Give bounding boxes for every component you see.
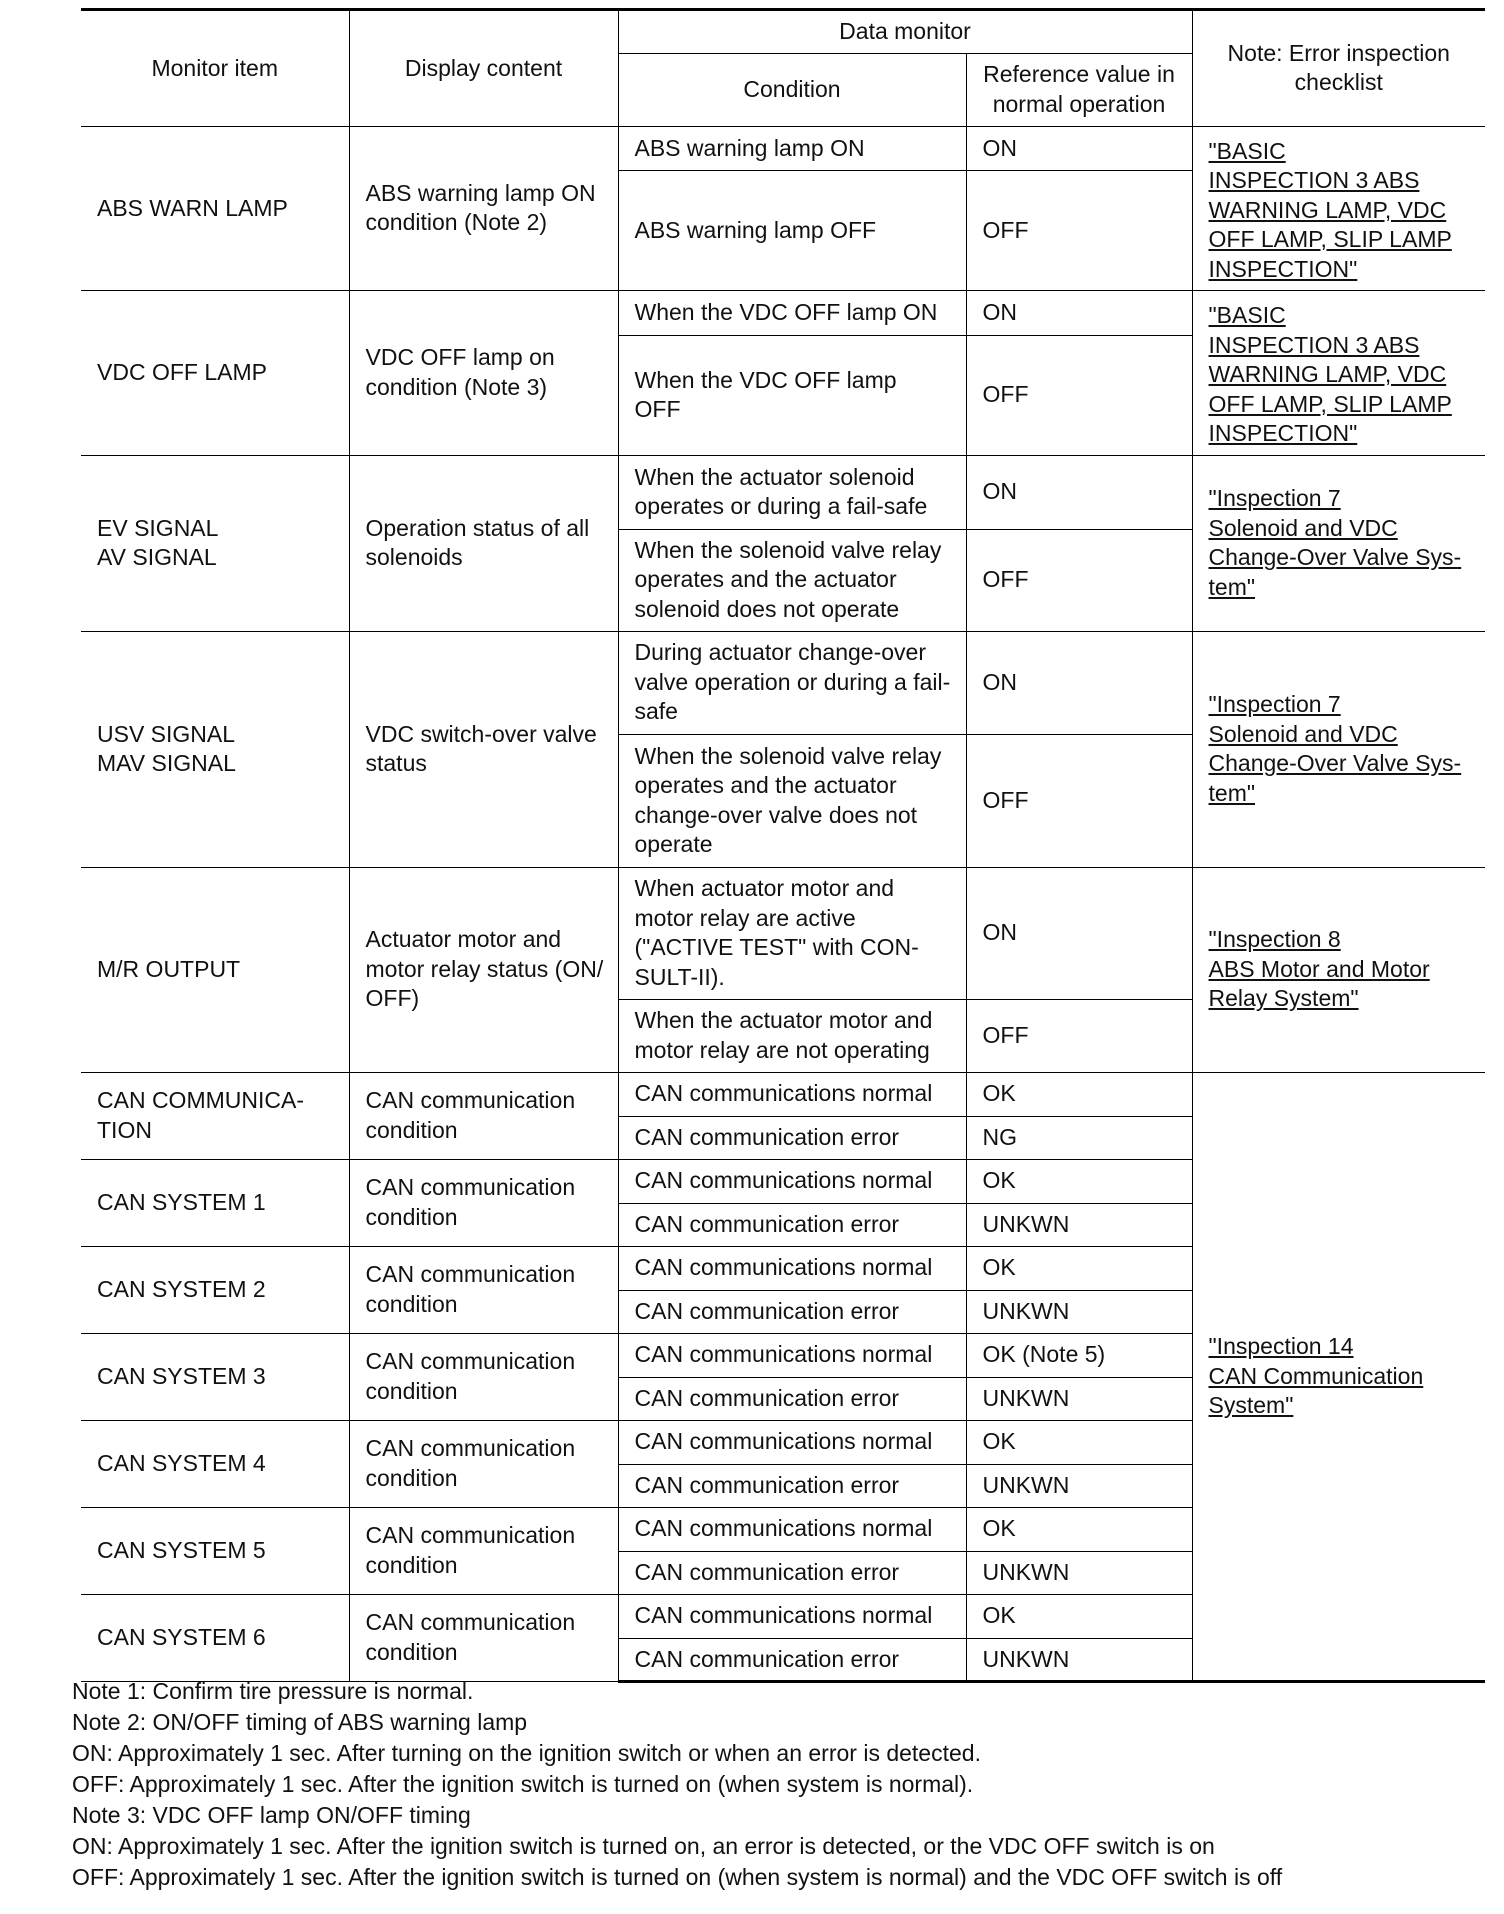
reference-value-cell: OFF [966, 171, 1192, 291]
monitor-item-cell: CAN SYSTEM 3 [81, 1333, 349, 1420]
footnote-line: Note 2: ON/OFF timing of ABS warning lamp [72, 1709, 528, 1735]
monitor-item-cell: CAN COMMUNICA- TION [81, 1072, 349, 1159]
display-content-cell: CAN communication condition [349, 1594, 618, 1682]
reference-value-cell: UNKWN [966, 1638, 1192, 1682]
display-content-cell: Operation status of all solenoids [349, 455, 618, 631]
condition-cell: When the actuator motor and motor relay are not operating [618, 999, 966, 1072]
reference-value-cell: OK [966, 1420, 1192, 1464]
checklist-link[interactable]: "Inspection 14 CAN Communication System" [1208, 1333, 1424, 1418]
table-row [81, 126, 1485, 171]
reference-value-cell: OK [966, 1594, 1192, 1638]
table-row [81, 1072, 1485, 1116]
header-display-content: Display content [349, 10, 618, 127]
reference-value-cell: UNKWN [966, 1377, 1192, 1420]
monitor-item-cell: VDC OFF LAMP [81, 291, 349, 456]
display-content-cell: CAN communication condition [349, 1420, 618, 1507]
condition-cell: CAN communications normal [618, 1246, 966, 1290]
table-row [81, 455, 1485, 529]
reference-value-cell: OK (Note 5) [966, 1333, 1192, 1377]
checklist-cell [1192, 291, 1485, 456]
footnotes [72, 1676, 1492, 1893]
condition-cell: When actuator motor and motor relay are active ("ACTIVE TEST" with CON- SULT-II). [618, 867, 966, 999]
condition-cell: CAN communications normal [618, 1420, 966, 1464]
header-note-checklist: Note: Error inspection checklist [1192, 10, 1485, 127]
condition-cell: CAN communication error [618, 1203, 966, 1246]
checklist-cell [1192, 455, 1485, 631]
checklist-link[interactable]: "BASIC INSPECTION 3 ABS WARNING LAMP, VDC OFF LAMP, SLIP LAMP INSPECTION" [1208, 137, 1452, 282]
checklist-link[interactable]: "Inspection 7 Solenoid and VDC Change-Over Valve Sys- tem" [1208, 691, 1462, 806]
table-row [81, 867, 1485, 999]
condition-cell: CAN communications normal [618, 1594, 966, 1638]
condition-cell: CAN communication error [618, 1638, 966, 1682]
footnote-line: ON: Approximately 1 sec. After the ignition switch is turned on, an error is detected, or the VDC OFF switch is on [72, 1833, 1215, 1859]
footnote-line: OFF: Approximately 1 sec. After the ignition switch is turned on (when system is normal). [72, 1771, 974, 1797]
display-content-cell: Actuator motor and motor relay status (ON/ OFF) [349, 867, 618, 1072]
condition-cell: When the actuator solenoid operates or during a fail-safe [618, 455, 966, 529]
monitor-item-cell: CAN SYSTEM 2 [81, 1246, 349, 1333]
header-reference-value: Reference value in normal operation [966, 53, 1192, 126]
checklist-link[interactable]: "Inspection 7 Solenoid and VDC Change-Over Valve Sys- tem" [1208, 485, 1462, 600]
reference-value-cell: OFF [966, 335, 1192, 455]
monitor-item-cell: CAN SYSTEM 4 [81, 1420, 349, 1507]
reference-value-cell: NG [966, 1116, 1192, 1159]
condition-cell: When the solenoid valve relay operates and the actuator change-over valve does not operate [618, 734, 966, 867]
footnote-line: Note 3: VDC OFF lamp ON/OFF timing [72, 1802, 471, 1828]
reference-value-cell: OFF [966, 999, 1192, 1072]
condition-cell: CAN communication error [618, 1290, 966, 1333]
header-data-monitor: Data monitor [618, 10, 1192, 54]
condition-cell: CAN communication error [618, 1377, 966, 1420]
condition-cell: CAN communications normal [618, 1159, 966, 1203]
reference-value-cell: ON [966, 631, 1192, 734]
condition-cell: CAN communication error [618, 1551, 966, 1594]
table-row [81, 631, 1485, 734]
display-content-cell: ABS warning lamp ON condition (Note 2) [349, 126, 618, 291]
monitor-item-cell: M/R OUTPUT [81, 867, 349, 1072]
monitor-item-cell: EV SIGNAL AV SIGNAL [81, 455, 349, 631]
reference-value-cell: OFF [966, 529, 1192, 631]
condition-cell: When the VDC OFF lamp OFF [618, 335, 966, 455]
reference-value-cell: UNKWN [966, 1464, 1192, 1507]
monitor-item-cell: CAN SYSTEM 5 [81, 1507, 349, 1594]
reference-value-cell: UNKWN [966, 1290, 1192, 1333]
reference-value-cell: UNKWN [966, 1203, 1192, 1246]
display-content-cell: CAN communication condition [349, 1072, 618, 1159]
footnote-line: OFF: Approximately 1 sec. After the ignition switch is turned on (when system is normal) and the VDC OFF switch is off [72, 1864, 1283, 1890]
display-content-cell: VDC OFF lamp on condition (Note 3) [349, 291, 618, 456]
reference-value-cell: OFF [966, 734, 1192, 867]
checklist-link[interactable]: "BASIC INSPECTION 3 ABS WARNING LAMP, VDC OFF LAMP, SLIP LAMP INSPECTION" [1208, 302, 1452, 446]
condition-cell: CAN communication error [618, 1116, 966, 1159]
condition-cell: CAN communications normal [618, 1333, 966, 1377]
display-content-cell: VDC switch-over valve status [349, 631, 618, 867]
reference-value-cell: OK [966, 1159, 1192, 1203]
footnote-line: ON: Approximately 1 sec. After turning on the ignition switch or when an error is detected. [72, 1740, 981, 1766]
reference-value-cell: ON [966, 291, 1192, 336]
reference-value-cell: UNKWN [966, 1551, 1192, 1594]
header-condition: Condition [618, 53, 966, 126]
footnote-line: Note 1: Confirm tire pressure is normal. [72, 1678, 474, 1704]
reference-value-cell: ON [966, 867, 1192, 999]
monitor-item-cell: CAN SYSTEM 1 [81, 1159, 349, 1246]
condition-cell: When the solenoid valve relay operates and the actuator solenoid does not operate [618, 529, 966, 631]
data-monitor-table [81, 8, 1485, 1683]
reference-value-cell: OK [966, 1072, 1192, 1116]
reference-value-cell: OK [966, 1246, 1192, 1290]
display-content-cell: CAN communication condition [349, 1507, 618, 1594]
reference-value-cell: ON [966, 126, 1192, 171]
condition-cell: CAN communications normal [618, 1507, 966, 1551]
monitor-item-cell: ABS WARN LAMP [81, 126, 349, 291]
header-monitor-item: Monitor item [81, 10, 349, 127]
table-row [81, 291, 1485, 336]
condition-cell: ABS warning lamp OFF [618, 171, 966, 291]
condition-cell: During actuator change-over valve operation or during a fail- safe [618, 631, 966, 734]
monitor-item-cell: CAN SYSTEM 6 [81, 1594, 349, 1682]
condition-cell: ABS warning lamp ON [618, 126, 966, 171]
condition-cell: When the VDC OFF lamp ON [618, 291, 966, 336]
display-content-cell: CAN communication condition [349, 1333, 618, 1420]
reference-value-cell: OK [966, 1507, 1192, 1551]
checklist-cell [1192, 1072, 1485, 1682]
checklist-cell [1192, 631, 1485, 867]
checklist-cell [1192, 867, 1485, 1072]
reference-value-cell: ON [966, 455, 1192, 529]
checklist-cell [1192, 126, 1485, 291]
monitor-item-cell: USV SIGNAL MAV SIGNAL [81, 631, 349, 867]
checklist-link[interactable]: "Inspection 8 ABS Motor and Motor Relay System" [1208, 926, 1430, 1012]
condition-cell: CAN communication error [618, 1464, 966, 1507]
display-content-cell: CAN communication condition [349, 1246, 618, 1333]
display-content-cell: CAN communication condition [349, 1159, 618, 1246]
condition-cell: CAN communications normal [618, 1072, 966, 1116]
